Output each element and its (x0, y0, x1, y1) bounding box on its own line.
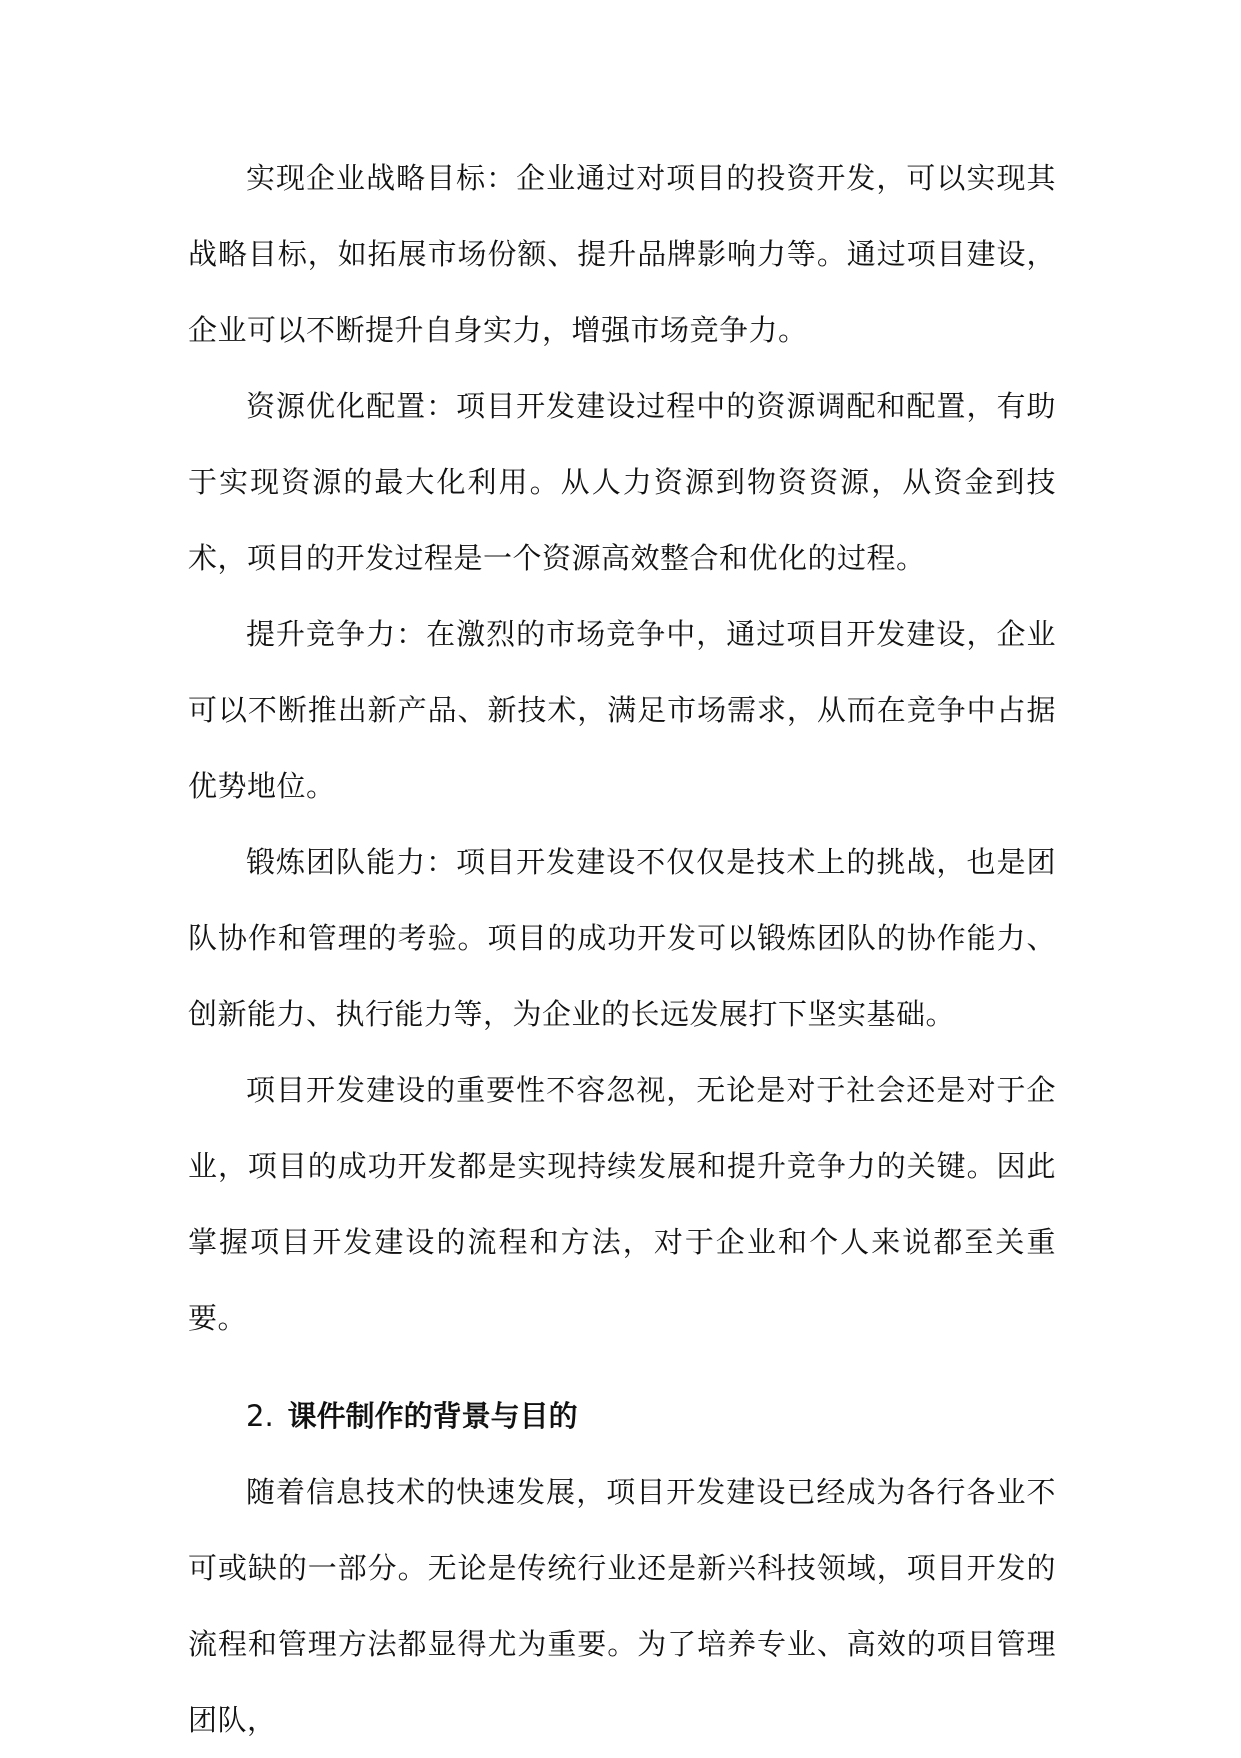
section-heading (188, 1378, 1056, 1454)
paragraph-strategic-goals: 实现企业战略目标：企业通过对项目的投资开发，可以实现其战略目标，如拓展市场份额、提升品牌影响力等。通过项目建设，企业可以不断提升自身实力，增强市场竞争力。 (188, 161, 1056, 347)
paragraph-competitiveness: 提升竞争力：在激烈的市场竞争中，通过项目开发建设，企业可以不断推出新产品、新技术，满足市场需求，从而在竞争中占据优势地位。 (188, 617, 1056, 803)
section-number: 2. (246, 1399, 274, 1433)
section-title: 课件制作的背景与目的 (287, 1399, 578, 1433)
document-body (188, 140, 1056, 1758)
paragraph-background: 随着信息技术的快速发展，项目开发建设已经成为各行各业不可或缺的一部分。无论是传统行业还是新兴科技领域，项目开发的流程和管理方法都显得尤为重要。为了培养专业、高效的项目管理团队， (188, 1475, 1056, 1737)
paragraph-importance-summary: 项目开发建设的重要性不容忽视，无论是对于社会还是对于企业，项目的成功开发都是实现持续发展和提升竞争力的关键。因此掌握项目开发建设的流程和方法，对于企业和个人来说都至关重要。 (188, 1073, 1056, 1335)
paragraph-resource-allocation: 资源优化配置：项目开发建设过程中的资源调配和配置，有助于实现资源的最大化利用。从人力资源到物资资源，从资金到技术，项目的开发过程是一个资源高效整合和优化的过程。 (188, 389, 1056, 575)
paragraph-team-capability: 锻炼团队能力：项目开发建设不仅仅是技术上的挑战，也是团队协作和管理的考验。项目的成功开发可以锻炼团队的协作能力、创新能力、执行能力等，为企业的长远发展打下坚实基础。 (188, 845, 1056, 1031)
